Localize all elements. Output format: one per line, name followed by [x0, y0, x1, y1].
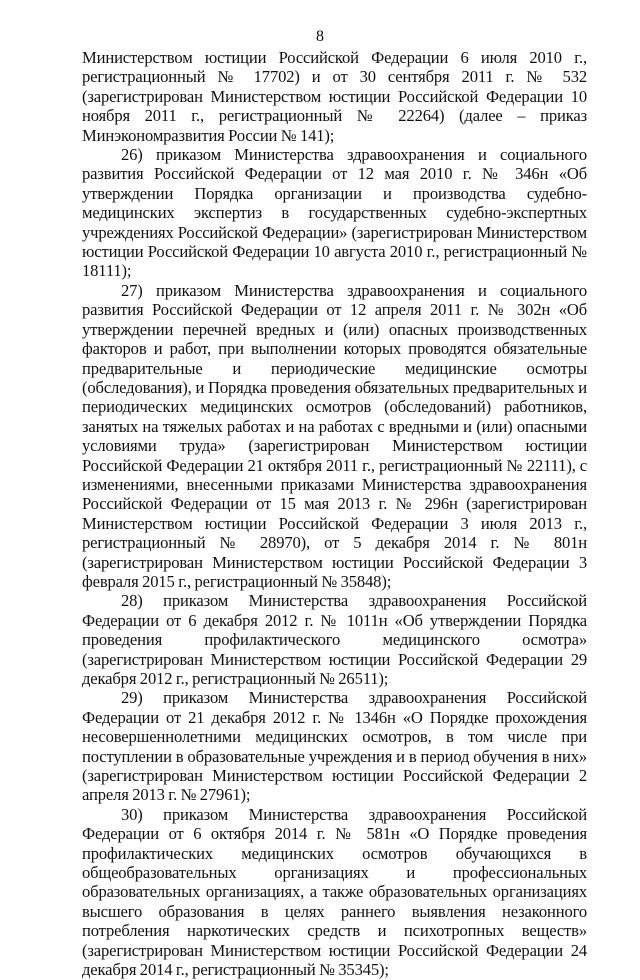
- paragraph-continuation: Министерством юстиции Российской Федерации 6 июля 2010 г., регистрационный № 17702) и от 30 сентября 2011 г. № 532 (зарегистрирован Министерством юстиции Российской Федерации 10 ноября 2011 г., регистрационный № 22264) (далее – приказ Минэкономразвития России № 141);: [82, 48, 587, 145]
- paragraph-item-29: 29) приказом Министерства здравоохранения Российской Федерации от 21 декабря 2012 г. № 1346н «О Порядке прохождения несовершеннолетними медицинских осмотров, в том числе при поступлении в образовательные учреждения и в период обучения в них» (зарегистрирован Министерством юстиции Российской Федерации 2 апреля 2013 г. № 27961);: [82, 688, 587, 805]
- paragraph-item-30: 30) приказом Министерства здравоохранения Российской Федерации от 6 октября 2014 г. № 581н «О Порядке проведения профилактических медицинских осмотров обучающихся в общеобразовательных организациях и профессиональных образовательных организациях, а также образовательных организациях высшего образования в целях раннего выявления незаконного потребления наркотических средств и психотропных веществ» (зарегистрирован Министерством юстиции Российской Федерации 24 декабря 2014 г., регистрационный № 35345);: [82, 804, 587, 980]
- page-number: 8: [316, 28, 324, 45]
- paragraph-item-26: 26) приказом Министерства здравоохранения и социального развития Российской Федерации от 12 мая 2010 г. № 346н «Об утверждении Порядка организации и производства судебно-медицинских экспертиз в государственных судебно-экспертных учреждениях Российской Федерации» (зарегистрирован Министерством юстиции Российской Федерации 10 августа 2010 г., регистрационный № 18111);: [82, 145, 587, 281]
- paragraph-item-27: 27) приказом Министерства здравоохранения и социального развития Российской Федерации от 12 апреля 2011 г. № 302н «Об утверждении перечней вредных и (или) опасных производственных факторов и работ, при выполнении которых проводятся обязательные предварительные и периодические медицинские осмотры (обследования), и Порядка проведения обязательных предварительных и периодических медицинских осмотров (обследований) работников, занятых на тяжелых работах и на работах с вредными и (или) опасными условиями труда» (зарегистрирован Министерством юстиции Российской Федерации 21 октября 2011 г., регистрационный № 22111), с изменениями, внесенными приказами Министерства здравоохранения Российской Федерации от 15 мая 2013 г. № 296н (зарегистрирован Министерством юстиции Российской Федерации 3 июля 2013 г., регистрационный № 28970), от 5 декабря 2014 г. № 801н (зарегистрирован Министерством юстиции Российской Федерации 3 февраля 2015 г., регистрационный № 35848);: [82, 280, 587, 591]
- paragraph-item-28: 28) приказом Министерства здравоохранения Российской Федерации от 6 декабря 2012 г. № 1011н «Об утверждении Порядка проведения профилактического медицинского осмотра» (зарегистрирован Министерством юстиции Российской Федерации 29 декабря 2012 г., регистрационный № 26511);: [82, 591, 587, 688]
- document-body: [82, 48, 587, 980]
